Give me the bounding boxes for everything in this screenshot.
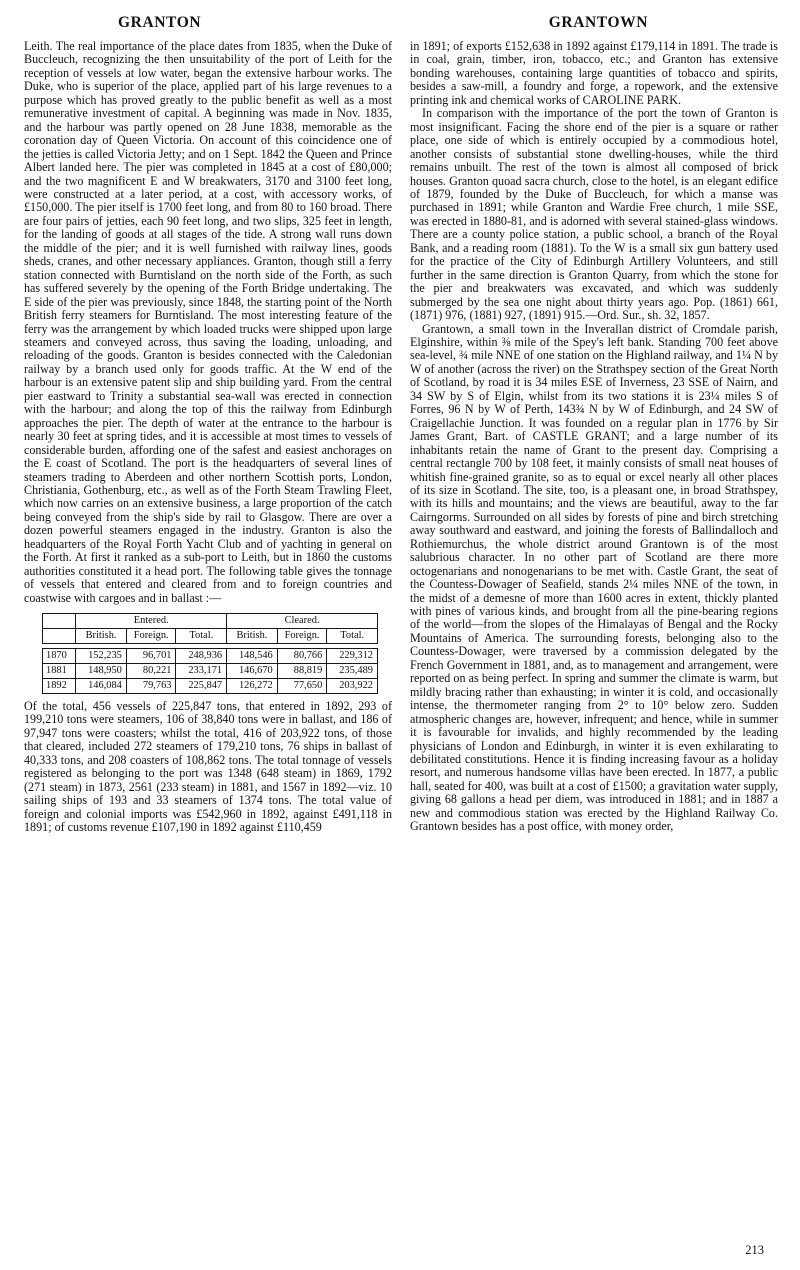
column-header: Foreign. xyxy=(126,629,176,644)
paragraph-grantown: Grantown, a small town in the Inverallan district of Cromdale parish, Elginshire, within ⅜ mile of the Spey's left bank. Standing 700 feet above sea-level, ¾ mile NNE of one station on the Highland railway, and 1¼ N by W of another (across the river) on the Strathspey section of the Great North of Scotland, by road it is 34 miles ESE of Inverness, 23 SSE of Nairn, and 34 SW by S of Elgin, whilst from its two stations it is 23¼ miles S of Forres, 96 N by W of Perth, 143¾ N by W of Edinburgh, and 24 SW of Craigellachie Junction. It was founded on a regular plan in 1776 by Sir James Grant, Bart. of CASTLE GRANT; and a large number of its inhabitants retain the name of Grant to the present day. Comprising a central rectangle 700 by 108 feet, it mainly consists of small neat houses of whitish fine-grained granite, so as to equal or excel nearly all other places of its size in Scotland. The site, too, is a pleasant one, in broad Strathspey, with its hills and mountains; and the views are beautiful, away to the far Cairngorms. Surrounded on all sides by forests of pine and birch stretching away southward and eastward, and joining the forests of Ballindalloch and Rothiemurchus, the whole district around Grantown is of the most salubrious character. In no other part of Scotland are there more octogenarians and nonogenarians to be met with. Castle Grant, the seat of the Countess-Dowager of Seafield, stands 2¼ miles NNE of the town, in the midst of a demesne of more than 1600 acres in extent, thickly planted with pines of various kinds, and brought from all the pine-bearing regions of the world—from the slopes of the Himalayas of Bengal and the Rocky Mountains of America. The surrounding forests, belonging also to the Countess-Dowager, were traversed by a commission delegated by the French Government in 1881, and, as to management and arrangement, were reported on as being perfect. In spring and summer the climate is warm, but mildly bracing rather than exhausting; in winter it is cold, and occasionally intense, the thermometer ranging from 2° to 10° below zero. Sudden atmospheric changes are, however, infrequent; and hence, while in summer it is favourable for invalids, and highly recommended by the leading physicians of London and Edinburgh, in winter it is even exhilarating to debilitated constitutions. Hence it is finding increasing favour as a holiday resort, and numerous handsome villas have been erected. In 1877, a public hall, seated for 400, was built at a cost of £1500; a gravitation water supply, giving 68 gallons a head per diem, was introduced in 1881; and in 1887 a new and commodious station was erected by the Highland Railway Co. Grantown besides has a post office, with money order, xyxy=(410,321,778,834)
row-year: 1892 xyxy=(43,679,76,694)
cell: 96,701 xyxy=(126,649,176,664)
cell: 235,489 xyxy=(327,664,378,679)
column-header: Foreign. xyxy=(277,629,327,644)
cell: 146,084 xyxy=(76,679,127,694)
cell: 80,766 xyxy=(277,649,327,664)
cell: 225,847 xyxy=(176,679,227,694)
row-year: 1881 xyxy=(43,664,76,679)
column-header: Total. xyxy=(176,629,227,644)
cell: 233,171 xyxy=(176,664,227,679)
cell: 88,819 xyxy=(277,664,327,679)
paragraph: Of the total, 456 vessels of 225,847 tons, that entered in 1892, 293 of 199,210 tons were steamers, 106 of 38,840 tons were in ballast, and 186 of 97,947 tons were coasters; whilst the total, 416 of 203,922 tons, of those that cleared, included 272 steamers of 179,210 tons, 76 ships in ballast of 40,333 tons, and 208 coasters of 108,862 tons. The total tonnage of vessels registered as belonging to the port was 1348 (648 steam) in 1869, 1792 (271 steam) in 1873, 2561 (233 steam) in 1881, and 1567 in 1892—viz. 10 sailing ships of 193 and 33 steamers of 1374 tons. The total value of foreign and colonial imports was £542,960 in 1892, against £491,118 in 1891; of customs revenue £107,190 in 1892 against £110,459 xyxy=(24,699,392,835)
column-header: Total. xyxy=(327,629,378,644)
cell: 126,272 xyxy=(227,679,278,694)
cell: 146,670 xyxy=(227,664,278,679)
cell: 229,312 xyxy=(327,649,378,664)
right-column xyxy=(410,40,778,835)
tonnage-table-wrapper xyxy=(24,613,392,694)
cell: 77,650 xyxy=(277,679,327,694)
left-column xyxy=(24,40,392,835)
table-row xyxy=(43,679,378,694)
cell: 248,936 xyxy=(176,649,227,664)
group-header-cleared: Cleared. xyxy=(227,614,378,629)
cell: 148,950 xyxy=(76,664,127,679)
cell: 79,763 xyxy=(126,679,176,694)
paragraph: In comparison with the importance of the port the town of Granton is most insignificant. Facing the shore end of the pier is a square or rather place, one side of which is entirely occupied by a commodious hotel, another consists of substantial stone dwelling-houses, while the third remains unbuilt. The rest of the town is almost all composed of brick houses. Granton quoad sacra church, close to the hotel, is an elegant edifice of 1879, founded by the Duke of Buccleuch, for which a manse was purchased in 1891; while Granton and Wardie Free church, 1 mile SSE, was erected in 1880-81, and is adorned with several stained-glass windows. There are a county police station, a public school, a branch of the Royal Bank, and a reading room (1881). To the W is a small six gun battery used for the practice of the City of Edinburgh Artillery Volunteers, and still further in the same direction is Granton Quarry, from which the stone for the pier and breakwaters was excavated, and which was suddenly submerged by the sea one night about thirty years ago. Pop. (1861) 661, (1871) 976, (1881) 927, (1891) 915.—Ord. Sur., sh. 32, 1857. xyxy=(410,106,778,323)
row-year: 1870 xyxy=(43,649,76,664)
column-header: British. xyxy=(227,629,278,644)
cell: 152,235 xyxy=(76,649,127,664)
cell: 80,221 xyxy=(126,664,176,679)
column-header: British. xyxy=(76,629,127,644)
running-head-right: GRANTOWN xyxy=(548,14,648,31)
cell: 203,922 xyxy=(327,679,378,694)
page-number: 213 xyxy=(745,1243,764,1257)
table-row xyxy=(43,649,378,664)
table-corner-cell-2 xyxy=(43,629,76,644)
table-corner-cell xyxy=(43,614,76,629)
paragraph: in 1891; of exports £152,638 in 1892 against £179,114 in 1891. The trade is in coal, grain, timber, iron, tobacco, etc.; and Granton has extensive bonding warehouses, containing large quantities of tobacco and spirits, besides a saw-mill, a foundry and forge, a ropework, and the extensive printing ink and chemical works of CAROLINE PARK. xyxy=(410,39,778,107)
paragraph: Leith. The real importance of the place dates from 1835, when the Duke of Buccleuch, recognizing the then unsuitability of the port of Leith for the reception of vessels at low water, began the extensive harbour works. The Duke, who is superior of the place, applied part of his large revenues to a purpose which has proved greatly to the public benefit as well as a most remunerative investment of capital. A beginning was made in Nov. 1835, and the harbour was partly opened on 28 June 1838, memorable as the coronation day of Queen Victoria. On account of this coincidence one of the jetties is called Victoria Jetty; and on 1 Sept. 1842 the Queen and Prince Albert landed here. The pier was completed in 1845 at a cost of £80,000; and the two magnificent E and W breakwaters, 3170 and 3100 feet long, were constructed at a later period, at a cost, with accessory works, of £150,000. The pier itself is 1700 feet long, and from 80 to 160 broad. There are four pairs of jetties, each 90 feet long, and two slips, 325 feet in length, for the landing of goods at all stages of the tide. A strong wall runs down the middle of the pier; and it is well furnished with railway lines, goods sheds, cranes, and other necessary appliances. Granton, though still a ferry station connected with Burntisland on the north side of the Forth, as such has suffered severely by the opening of the Forth Bridge undertaking. The E side of the pier was previously, since 1848, the starting point of the North British ferry steamers for Burntisland. The most interesting feature of the ferry was the arrangement by which loaded trucks were shipped upon large steamers and conveyed across, thus saving the loading, unloading, and reloading of the goods. Granton is besides connected with the Caledonian railway by a branch used only for goods traffic. At the W end of the harbour is an extensive patent slip and ship building yard. From the central pier eastward to Trinity a substantial sea-wall was erected in connection with the harbour; and along the top of this the railway from Edinburgh approaches the pier. The depth of water at the entrance to the harbour is nearly 30 feet at spring tides, and it is accessible at most times to vessels of considerable burden, affording one of the safest and easiest anchorages on the E coast of Scotland. The port is the headquarters of several lines of steamers trading to Aberdeen and other northern Scottish ports, London, Christiania, Gothenburg, etc., as well as of the Forth Steam Trawling Fleet, which now carries on an extensive business, a large proportion of the catch being conveyed from the ship's side by rail to Glasgow. There are over a dozen powerful steamers engaged in the industry. Granton is also the headquarters of the Royal Forth Yacht Club and of yachting in general on the Forth. At first it ranked as a sub-port to Leith, but in 1860 the customs authorities constituted it a head port. The following table gives the tonnage of vessels that entered and cleared from and to foreign countries and coastwise with cargoes and in ballast :— xyxy=(24,39,392,605)
running-head xyxy=(0,0,800,32)
table-row xyxy=(43,664,378,679)
running-head-left: GRANTON xyxy=(118,14,202,31)
group-header-entered: Entered. xyxy=(76,614,227,629)
tonnage-table xyxy=(42,613,378,694)
table-group-header-row xyxy=(43,614,378,629)
cell: 148,546 xyxy=(227,649,278,664)
table-header-row xyxy=(43,629,378,644)
column-container xyxy=(0,32,800,835)
